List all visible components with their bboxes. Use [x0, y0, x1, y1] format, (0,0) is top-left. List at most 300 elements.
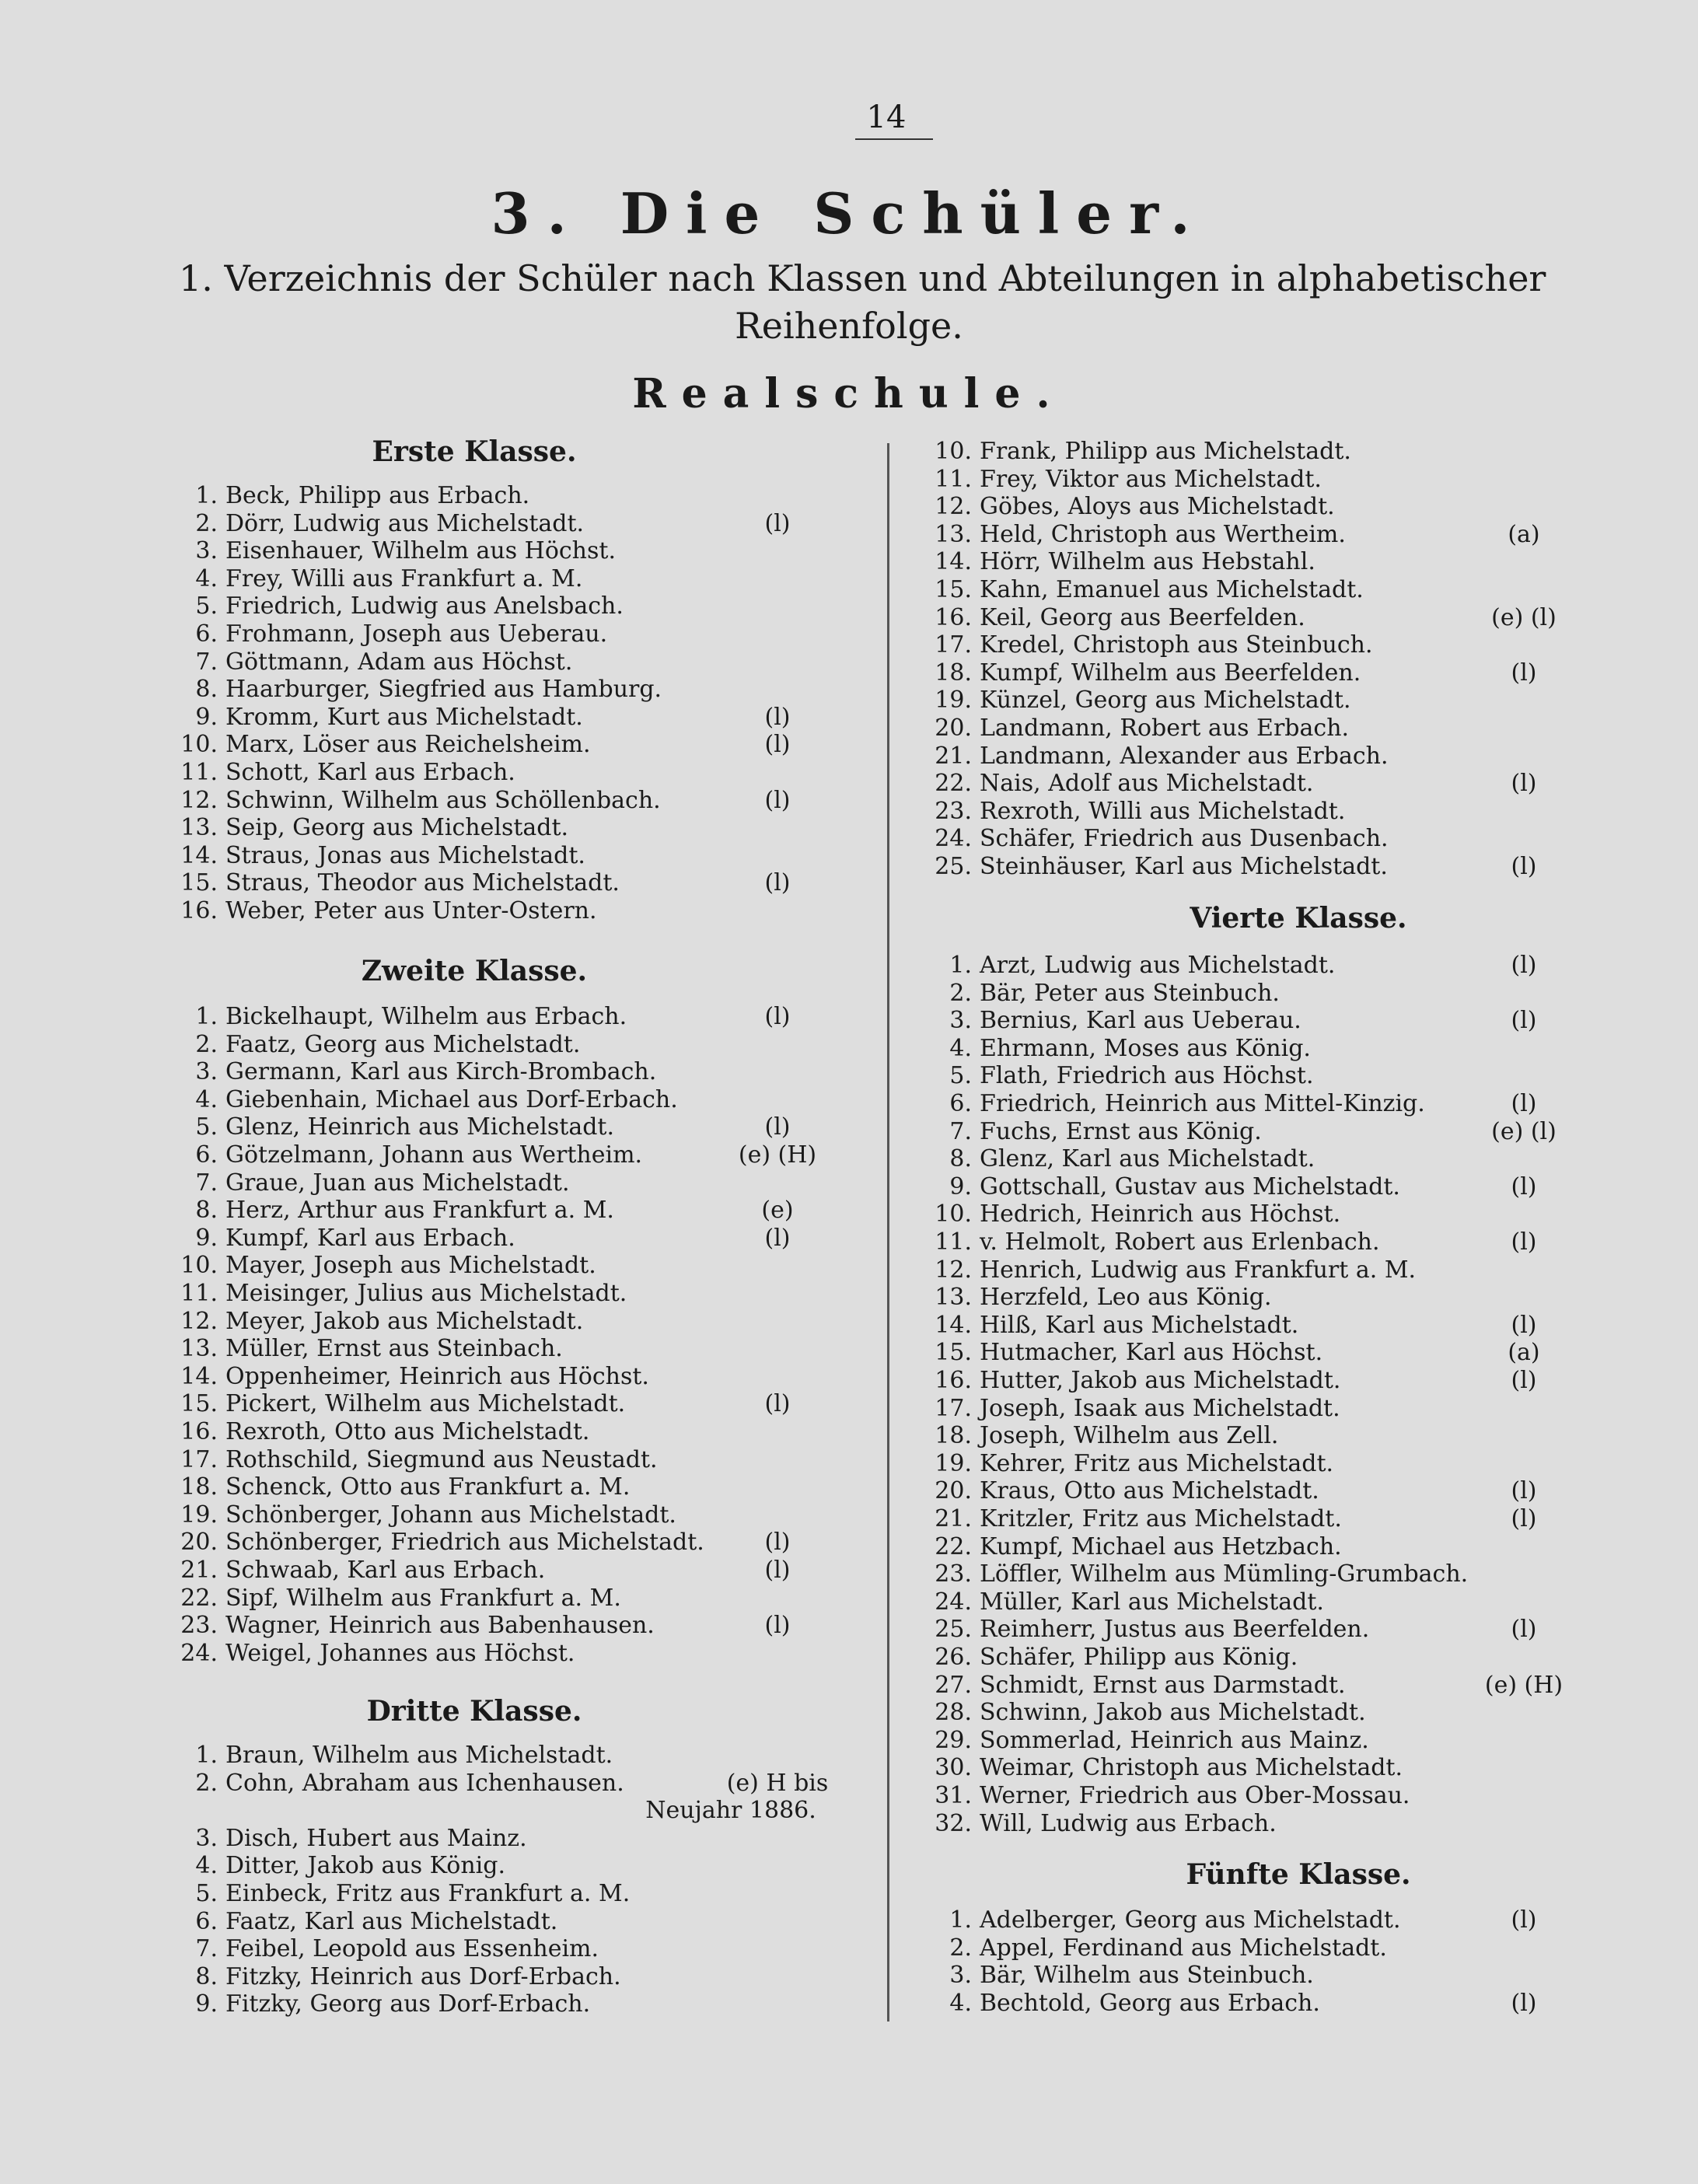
student-entry: [935, 1782, 1665, 1809]
student-entry: [180, 1797, 1004, 1824]
student-entry: [180, 1585, 1004, 1612]
entry-annotation: (l): [1511, 1228, 1537, 1256]
entry-number: 29.: [935, 1726, 972, 1754]
entry-number: 26.: [935, 1644, 972, 1671]
student-name: Appel, Ferdinand aus Michelstadt.: [980, 1934, 1387, 1962]
student-name: Joseph, Wilhelm aus Zell.: [980, 1422, 1279, 1450]
entry-annotation: (l): [1511, 1989, 1537, 2017]
student-name: Steinhäuser, Karl aus Michelstadt.: [980, 853, 1388, 880]
student-name: Schwaab, Karl aus Erbach.: [225, 1557, 546, 1584]
student-name: Haarburger, Siegfried aus Hamburg.: [225, 676, 662, 704]
entry-number: 7.: [195, 648, 218, 676]
entry-number: 2.: [195, 1030, 218, 1058]
student-name: Kredel, Christoph aus Steinbuch.: [980, 631, 1373, 659]
entry-annotation: (l): [1511, 1505, 1537, 1532]
entry-number: 3.: [949, 1007, 972, 1035]
entry-annotation: (l): [1511, 1311, 1537, 1339]
student-entry: [180, 1141, 1004, 1169]
student-name: Held, Christoph aus Wertheim.: [980, 520, 1346, 548]
class-heading-dritte: Dritte Klasse.: [366, 1695, 582, 1728]
entry-number: 18.: [180, 1473, 218, 1501]
student-name: Hedrich, Heinrich aus Höchst.: [980, 1200, 1341, 1228]
student-name: Kumpf, Wilhelm aus Beerfelden.: [980, 659, 1361, 687]
entry-number: 1.: [195, 1742, 218, 1769]
student-name: Götzelmann, Johann aus Wertheim.: [225, 1141, 643, 1169]
student-entry: [180, 1197, 1004, 1224]
entry-annotation: (l): [764, 1390, 791, 1418]
student-entry: [935, 1810, 1665, 1837]
student-entry: [935, 715, 1665, 742]
entry-number: 7.: [195, 1169, 218, 1197]
student-name: Pickert, Wilhelm aus Michelstadt.: [225, 1390, 626, 1418]
entry-number: 10.: [935, 1200, 972, 1228]
entry-number: 9.: [195, 703, 218, 731]
student-entry: [935, 1616, 1665, 1643]
student-entry: [180, 704, 1004, 731]
entry-number: 4.: [195, 564, 218, 592]
student-entry: [180, 565, 1004, 592]
entry-annotation: (a): [1508, 1339, 1540, 1367]
entry-number: 8.: [949, 1145, 972, 1173]
student-entry: [935, 1118, 1665, 1145]
student-name: Cohn, Abraham aus Ichenhausen.: [225, 1769, 624, 1797]
entry-annotation: (l): [1511, 853, 1537, 880]
student-entry: [180, 869, 1004, 896]
entry-number: 11.: [935, 465, 972, 493]
entry-annotation: (l): [764, 1224, 791, 1252]
student-name: Schönberger, Friedrich aus Michelstadt.: [225, 1529, 704, 1557]
student-name: Frey, Willi aus Frankfurt a. M.: [225, 564, 583, 592]
entry-number: 6.: [949, 1090, 972, 1117]
entry-number: 30.: [935, 1754, 972, 1782]
student-entry: [935, 1699, 1665, 1726]
entry-annotation: (e): [761, 1197, 794, 1225]
student-entry: [180, 1446, 1004, 1473]
student-name: Landmann, Robert aus Erbach.: [980, 715, 1350, 742]
student-entry: [180, 1963, 1004, 1990]
entry-number: 24.: [935, 825, 972, 853]
student-entry: [935, 1477, 1665, 1504]
student-name: Müller, Karl aus Michelstadt.: [980, 1588, 1324, 1616]
entry-number: 23.: [180, 1612, 218, 1640]
entry-number: 10.: [180, 1252, 218, 1280]
student-entry: [180, 1418, 1004, 1445]
student-entry: [935, 1145, 1665, 1172]
entry-number: 1.: [195, 1003, 218, 1030]
student-entry: [935, 604, 1665, 631]
entry-number: 13.: [935, 1284, 972, 1312]
entry-number: 6.: [195, 620, 218, 648]
student-entry: [180, 1880, 1004, 1907]
entry-number: 21.: [935, 1505, 972, 1532]
student-name: Kromm, Kurt aus Michelstadt.: [225, 703, 583, 731]
entry-number: 14.: [180, 841, 218, 869]
student-entry: [180, 1852, 1004, 1879]
entry-number: 15.: [180, 1390, 218, 1418]
student-entry: [180, 1935, 1004, 1962]
entry-annotation: (l): [1511, 1090, 1537, 1117]
student-name: Herz, Arthur aus Frankfurt a. M.: [225, 1197, 614, 1225]
student-name: Glenz, Karl aus Michelstadt.: [980, 1145, 1315, 1173]
student-entry: [935, 1007, 1665, 1034]
entry-number: 11.: [935, 1228, 972, 1256]
entry-number: 16.: [935, 1367, 972, 1394]
student-name: Eisenhauer, Wilhelm aus Höchst.: [225, 537, 616, 565]
student-name: Rothschild, Siegmund aus Neustadt.: [225, 1445, 658, 1473]
student-entry: [180, 1086, 1004, 1113]
student-name: Ehrmann, Moses aus König.: [980, 1034, 1311, 1062]
entry-annotation: (l): [1511, 1007, 1537, 1035]
entry-number: 8.: [195, 676, 218, 704]
student-entry: [935, 1962, 1665, 1989]
student-entry: [180, 842, 1004, 869]
student-name: Hutter, Jakob aus Michelstadt.: [980, 1367, 1341, 1394]
student-name: Adelberger, Georg aus Michelstadt.: [980, 1906, 1401, 1934]
entry-number: 14.: [180, 1362, 218, 1390]
student-name: Weber, Peter aus Unter-Ostern.: [225, 897, 597, 924]
student-name: Marx, Löser aus Reichelsheim.: [225, 731, 591, 759]
student-name: Weimar, Christoph aus Michelstadt.: [980, 1754, 1403, 1782]
entry-annotation: (l): [764, 1557, 791, 1584]
entry-annotation: (e) (H): [738, 1141, 817, 1169]
student-entry: [935, 1672, 1665, 1699]
entry-number: 21.: [180, 1557, 218, 1584]
entry-number: 19.: [935, 687, 972, 715]
student-name: Weigel, Johannes aus Höchst.: [225, 1639, 575, 1667]
entry-number: 24.: [935, 1588, 972, 1616]
student-name: Kumpf, Karl aus Erbach.: [225, 1224, 515, 1252]
entry-annotation: (l): [764, 1612, 791, 1640]
entry-annotation: (l): [1511, 659, 1537, 687]
student-name: Fitzky, Georg aus Dorf-Erbach.: [225, 1990, 591, 2018]
entry-annotation: (l): [1511, 770, 1537, 798]
student-entry: [935, 1505, 1665, 1532]
student-name: Hörr, Wilhelm aus Hebstahl.: [980, 548, 1315, 576]
entry-number: 12.: [935, 493, 972, 521]
entry-number: 1.: [949, 1906, 972, 1934]
student-entry: [180, 620, 1004, 648]
chapter-title: 3. Die Schüler.: [491, 180, 1207, 246]
student-entry: [180, 1908, 1004, 1935]
student-entry: [180, 482, 1004, 509]
student-name: Glenz, Heinrich aus Michelstadt.: [225, 1113, 614, 1141]
entry-number: 16.: [935, 603, 972, 631]
entry-number: 15.: [935, 1339, 972, 1367]
entry-number: 22.: [180, 1584, 218, 1612]
student-name: Künzel, Georg aus Michelstadt.: [980, 687, 1351, 715]
entry-annotation: (l): [1511, 1906, 1537, 1934]
student-entry: [180, 648, 1004, 676]
student-entry: [180, 1003, 1004, 1030]
entry-annotation: (e) (l): [1491, 1117, 1556, 1145]
student-entry: [935, 1062, 1665, 1089]
entry-annotation: (a): [1508, 520, 1540, 548]
entry-annotation: (l): [764, 509, 791, 537]
student-name: Hutmacher, Karl aus Höchst.: [980, 1339, 1323, 1367]
entry-number: 11.: [180, 1280, 218, 1307]
entry-number: 10.: [935, 438, 972, 465]
class-heading-fuenfte: Fünfte Klasse.: [1186, 1858, 1411, 1891]
entry-number: 16.: [180, 1418, 218, 1445]
student-entry: [180, 1557, 1004, 1584]
student-entry: [935, 1312, 1665, 1339]
student-entry: [935, 853, 1665, 880]
page-number-rule: [855, 138, 933, 140]
entry-number: 20.: [180, 1529, 218, 1557]
student-entry: [935, 1367, 1665, 1394]
student-name: Feibel, Leopold aus Essenheim.: [225, 1935, 599, 1963]
student-name: Keil, Georg aus Beerfelden.: [980, 603, 1305, 631]
student-name: Kahn, Emanuel aus Michelstadt.: [980, 576, 1364, 603]
entry-number: 1.: [195, 482, 218, 509]
entry-annotation: (e) (l): [1491, 603, 1556, 631]
student-entry: [180, 510, 1004, 537]
entry-number: 12.: [180, 786, 218, 814]
entry-number: 14.: [935, 548, 972, 576]
student-name: Friedrich, Ludwig aus Anelsbach.: [225, 592, 624, 620]
student-name: Disch, Hubert aus Mainz.: [225, 1824, 527, 1852]
entry-number: 15.: [935, 576, 972, 603]
entry-annotation: Neujahr 1886.: [645, 1797, 816, 1825]
student-name: Arzt, Ludwig aus Michelstadt.: [980, 952, 1336, 979]
student-entry: [180, 1280, 1004, 1307]
student-name: Kehrer, Fritz aus Michelstadt.: [980, 1449, 1334, 1477]
student-name: Bär, Wilhelm aus Steinbuch.: [980, 1962, 1314, 1990]
student-entry: [180, 1640, 1004, 1667]
entry-annotation: (l): [764, 786, 791, 814]
student-name: Fitzky, Heinrich aus Dorf-Erbach.: [225, 1962, 621, 1990]
entry-number: 21.: [935, 742, 972, 770]
student-entry: [180, 1473, 1004, 1501]
student-name: Faatz, Karl aus Michelstadt.: [225, 1907, 558, 1935]
entry-number: 15.: [180, 869, 218, 897]
student-entry: [935, 687, 1665, 714]
entry-annotation: (e) H bis: [726, 1769, 829, 1797]
student-name: Göttmann, Adam aus Höchst.: [225, 648, 573, 676]
entry-annotation: (l): [764, 1529, 791, 1557]
entry-number: 23.: [935, 1560, 972, 1588]
entry-number: 19.: [935, 1449, 972, 1477]
entry-number: 1.: [949, 952, 972, 979]
entry-number: 4.: [949, 1989, 972, 2017]
entry-number: 24.: [180, 1639, 218, 1667]
student-name: v. Helmolt, Robert aus Erlenbach.: [980, 1228, 1380, 1256]
student-entry: [935, 1228, 1665, 1256]
student-entry: [935, 466, 1665, 493]
entry-annotation: (l): [764, 703, 791, 731]
student-name: Ditter, Jakob aus König.: [225, 1852, 505, 1880]
student-name: Schäfer, Philipp aus König.: [980, 1644, 1298, 1671]
entry-number: 17.: [935, 1394, 972, 1422]
student-name: Schmidt, Ernst aus Darmstadt.: [980, 1671, 1346, 1699]
student-name: Kumpf, Michael aus Hetzbach.: [980, 1532, 1342, 1560]
student-entry: [180, 1990, 1004, 2018]
student-entry: [935, 548, 1665, 575]
student-entry: [935, 1090, 1665, 1117]
student-entry: [180, 1308, 1004, 1335]
student-entry: [935, 1200, 1665, 1228]
student-name: Herzfeld, Leo aus König.: [980, 1284, 1272, 1312]
student-name: Landmann, Alexander aus Erbach.: [980, 742, 1389, 770]
student-entry: [935, 576, 1665, 603]
entry-number: 17.: [180, 1445, 218, 1473]
entry-number: 7.: [949, 1117, 972, 1145]
entry-number: 12.: [935, 1256, 972, 1284]
student-entry: [935, 1906, 1665, 1934]
section-title: 1. Verzeichnis der Schüler nach Klassen und Abteilungen in alphabetischer: [179, 257, 1546, 299]
student-name: Werner, Friedrich aus Ober-Mossau.: [980, 1782, 1410, 1809]
school-title: Realschule.: [632, 370, 1066, 418]
student-entry: [180, 731, 1004, 758]
student-name: Schwinn, Wilhelm aus Schöllenbach.: [225, 786, 661, 814]
student-name: Bernius, Karl aus Ueberau.: [980, 1007, 1301, 1035]
student-name: Bechtold, Georg aus Erbach.: [980, 1989, 1320, 2017]
student-entry: [180, 1390, 1004, 1417]
entry-number: 18.: [935, 659, 972, 687]
student-entry: [180, 537, 1004, 564]
entry-number: 9.: [949, 1172, 972, 1200]
student-name: Faatz, Georg aus Michelstadt.: [225, 1030, 581, 1058]
student-name: Fuchs, Ernst aus König.: [980, 1117, 1262, 1145]
student-entry: [180, 1770, 1004, 1797]
student-name: Schenck, Otto aus Frankfurt a. M.: [225, 1473, 631, 1501]
entry-number: 28.: [935, 1699, 972, 1727]
entry-number: 25.: [935, 853, 972, 880]
student-entry: [180, 1058, 1004, 1085]
entry-number: 3.: [195, 1824, 218, 1852]
student-name: Einbeck, Fritz aus Frankfurt a. M.: [225, 1880, 631, 1907]
student-entry: [935, 631, 1665, 659]
entry-number: 9.: [195, 1990, 218, 2018]
entry-number: 9.: [195, 1224, 218, 1252]
entry-number: 12.: [180, 1307, 218, 1335]
student-name: Hilß, Karl aus Michelstadt.: [980, 1311, 1299, 1339]
student-name: Kraus, Otto aus Michelstadt.: [980, 1477, 1319, 1505]
entry-number: 3.: [195, 537, 218, 565]
entry-number: 13.: [180, 1335, 218, 1363]
student-entry: [935, 770, 1665, 797]
entry-number: 2.: [195, 509, 218, 537]
entry-number: 8.: [195, 1197, 218, 1225]
student-entry: [935, 1588, 1665, 1616]
entry-annotation: (l): [1511, 1477, 1537, 1505]
student-name: Bickelhaupt, Wilhelm aus Erbach.: [225, 1003, 627, 1030]
student-entry: [180, 1252, 1004, 1279]
student-entry: [180, 676, 1004, 703]
student-entry: [935, 1284, 1665, 1311]
student-name: Dörr, Ludwig aus Michelstadt.: [225, 509, 585, 537]
student-entry: [935, 1173, 1665, 1200]
entry-number: 32.: [935, 1809, 972, 1837]
student-name: Meisinger, Julius aus Michelstadt.: [225, 1280, 627, 1307]
student-name: Germann, Karl aus Kirch-Brombach.: [225, 1058, 657, 1086]
student-entry: [935, 798, 1665, 825]
student-name: Schwinn, Jakob aus Michelstadt.: [980, 1699, 1366, 1727]
student-name: Sipf, Wilhelm aus Frankfurt a. M.: [225, 1584, 621, 1612]
student-name: Beck, Philipp aus Erbach.: [225, 482, 530, 509]
student-name: Kritzler, Fritz aus Michelstadt.: [980, 1505, 1342, 1532]
student-entry: [935, 1754, 1665, 1781]
student-entry: [180, 1825, 1004, 1852]
student-entry: [935, 1339, 1665, 1366]
entry-number: 19.: [180, 1501, 218, 1529]
entry-number: 10.: [180, 731, 218, 759]
entry-number: 20.: [935, 715, 972, 742]
entry-number: 23.: [935, 797, 972, 825]
entry-number: 18.: [935, 1422, 972, 1450]
student-name: Meyer, Jakob aus Michelstadt.: [225, 1307, 584, 1335]
class-heading-vierte: Vierte Klasse.: [1190, 902, 1407, 935]
entry-number: 6.: [195, 1141, 218, 1169]
student-entry: [180, 1031, 1004, 1058]
entry-annotation: (l): [1511, 952, 1537, 979]
entry-number: 3.: [949, 1962, 972, 1990]
student-entry: [180, 1501, 1004, 1529]
student-name: Straus, Theodor aus Michelstadt.: [225, 869, 620, 897]
student-entry: [935, 825, 1665, 852]
entry-annotation: (l): [764, 1113, 791, 1141]
student-name: Müller, Ernst aus Steinbach.: [225, 1335, 563, 1363]
entry-number: 27.: [935, 1671, 972, 1699]
page-number: 14: [866, 100, 907, 135]
entry-annotation: (l): [764, 731, 791, 759]
entry-number: 4.: [195, 1085, 218, 1113]
student-entry: [180, 1363, 1004, 1390]
entry-number: 4.: [949, 1034, 972, 1062]
student-name: Mayer, Joseph aus Michelstadt.: [225, 1252, 596, 1280]
student-name: Seip, Georg aus Michelstadt.: [225, 814, 569, 842]
student-name: Sommerlad, Heinrich aus Mainz.: [980, 1726, 1369, 1754]
student-entry: [180, 1335, 1004, 1362]
entry-annotation: (l): [764, 869, 791, 897]
entry-number: 8.: [195, 1962, 218, 1990]
student-name: Will, Ludwig aus Erbach.: [980, 1809, 1277, 1837]
student-entry: [180, 1113, 1004, 1141]
student-name: Bär, Peter aus Steinbuch.: [980, 979, 1280, 1007]
entry-annotation: (l): [1511, 1172, 1537, 1200]
student-name: Giebenhain, Michael aus Dorf-Erbach.: [225, 1085, 678, 1113]
entry-number: 4.: [195, 1852, 218, 1880]
entry-annotation: (l): [1511, 1616, 1537, 1644]
entry-number: 13.: [180, 814, 218, 842]
student-name: Oppenheimer, Heinrich aus Höchst.: [225, 1362, 649, 1390]
student-name: Wagner, Heinrich aus Babenhausen.: [225, 1612, 655, 1640]
entry-number: 2.: [195, 1769, 218, 1797]
student-entry: [935, 1256, 1665, 1284]
student-entry: [935, 1450, 1665, 1477]
entry-number: 5.: [195, 592, 218, 620]
entry-number: 22.: [935, 1532, 972, 1560]
student-entry: [935, 521, 1665, 548]
student-entry: [180, 592, 1004, 620]
entry-number: 31.: [935, 1782, 972, 1809]
student-entry: [180, 1612, 1004, 1639]
entry-number: 25.: [935, 1616, 972, 1644]
student-name: Joseph, Isaak aus Michelstadt.: [980, 1394, 1340, 1422]
entry-number: 11.: [180, 759, 218, 786]
student-entry: [935, 1035, 1665, 1062]
entry-number: 16.: [180, 897, 218, 924]
student-entry: [180, 897, 1004, 924]
student-name: Reimherr, Justus aus Beerfelden.: [980, 1616, 1370, 1644]
entry-annotation: (l): [764, 1003, 791, 1030]
student-entry: [935, 1560, 1665, 1588]
student-entry: [935, 438, 1665, 465]
entry-number: 5.: [195, 1113, 218, 1141]
student-entry: [180, 1169, 1004, 1197]
student-name: Löffler, Wilhelm aus Mümling-Grumbach.: [980, 1560, 1469, 1588]
student-name: Gottschall, Gustav aus Michelstadt.: [980, 1172, 1400, 1200]
